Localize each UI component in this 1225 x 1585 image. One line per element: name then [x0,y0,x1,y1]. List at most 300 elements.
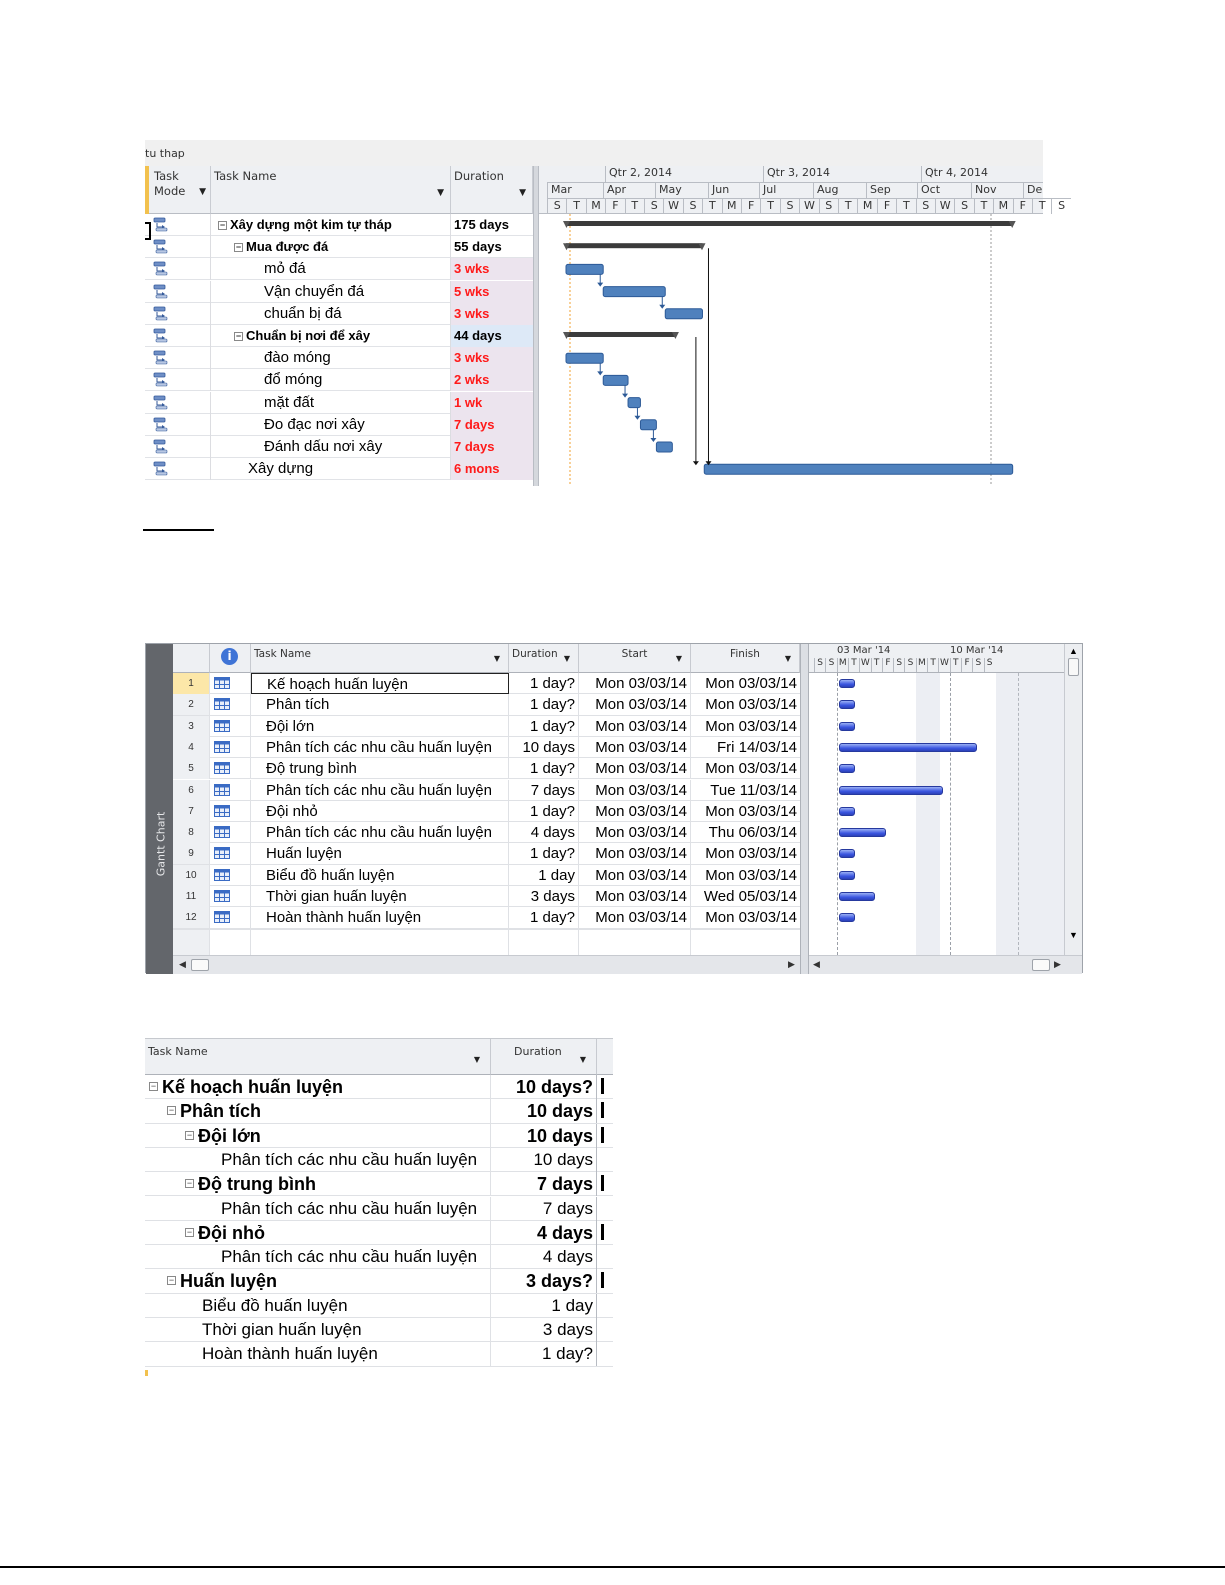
task-bar[interactable] [839,700,855,709]
finish-cell[interactable] [691,843,800,864]
day-label: T [1032,198,1051,214]
task-name-cell[interactable] [145,1342,491,1366]
task-row[interactable] [173,822,800,843]
scroll-right-icon[interactable]: ▶ [788,959,795,969]
task-name: chuẩn bị đá [264,304,342,322]
task-name-cell[interactable] [145,1075,491,1099]
day-label: M [993,198,1012,214]
task-name-cell[interactable] [145,1197,491,1221]
duration-value: 7 days [530,781,575,799]
collapse-icon[interactable]: − [186,1129,193,1140]
duration-value: 10 days [522,738,575,756]
duration-cell[interactable] [491,1318,597,1342]
task-row[interactable] [173,886,800,907]
summary-bar [566,221,1013,226]
month-label: Jul [759,182,813,198]
task-mode-cell[interactable] [145,325,211,347]
view-bar[interactable] [146,644,173,974]
column-header-next[interactable] [597,1039,613,1075]
task-bar[interactable] [839,871,855,880]
task-row[interactable] [145,414,538,436]
scroll-thumb[interactable] [1032,959,1050,971]
task-row[interactable] [145,325,538,347]
duration-value: 4 days [536,1222,593,1243]
horizontal-scrollbar-chart[interactable] [809,955,1082,974]
duration-cell[interactable] [509,694,579,715]
task-name-cell[interactable] [145,1294,491,1318]
task-name: Xây dựng một kim tự tháp [230,217,392,232]
task-name-cell[interactable] [211,325,451,347]
duration-cell[interactable] [451,236,538,258]
row-number[interactable]: 9 [173,843,210,864]
start-cell[interactable] [579,843,691,864]
page-bottom-rule [0,1566,1225,1568]
chevron-down-icon[interactable]: ▼ [519,188,526,198]
column-header-duration[interactable] [491,1039,597,1075]
row-selector[interactable] [145,222,151,240]
start-value: Mon 03/03/14 [595,675,687,692]
task-row[interactable] [145,281,538,303]
duration-cell[interactable] [509,780,579,801]
indicator-cell [210,694,251,715]
task-mode-cell[interactable] [145,414,211,436]
task-name-cell[interactable] [251,694,509,715]
task-name: Huấn luyện [180,1271,278,1292]
task-bar[interactable] [839,722,855,731]
task-name: Vận chuyển đá [264,282,365,300]
month-label: Oct [917,182,971,198]
task-name-cell[interactable] [251,822,509,843]
start-value: Mon 03/03/14 [595,909,687,927]
task-name-cell[interactable] [211,436,451,458]
task-name-cell[interactable] [251,780,509,801]
outline-row[interactable] [145,1148,613,1172]
finish-cell[interactable] [691,694,800,715]
task-name-cell[interactable] [145,1318,491,1342]
duration-cell[interactable] [509,758,579,779]
duration-cell[interactable] [491,1245,597,1269]
day-label: W [938,658,949,672]
vertical-scrollbar[interactable] [1064,644,1082,955]
task-name-cell[interactable] [211,369,451,391]
finish-cell[interactable] [691,801,800,822]
duration-value: 175 days [454,217,509,232]
task-name: Xây dựng [248,460,314,478]
duration-label: Duration [514,1045,562,1058]
finish-cell[interactable] [691,737,800,758]
finish-cell[interactable] [691,907,800,928]
duration-cell[interactable] [451,281,538,303]
chevron-down-icon[interactable]: ▼ [437,188,444,198]
dependency-arrow [622,394,628,398]
row-number[interactable]: 4 [173,737,210,758]
day-label: W [859,658,870,672]
duration-cell[interactable] [491,1124,597,1148]
finish-cell[interactable] [691,822,800,843]
task-bar[interactable] [839,807,855,816]
finish-cell[interactable] [691,865,800,886]
start-value: Mon 03/03/14 [595,802,687,820]
start-cell[interactable] [579,694,691,715]
task-row[interactable] [145,258,538,280]
scroll-up-icon[interactable]: ▲ [1069,646,1078,656]
outline-row[interactable] [145,1245,613,1269]
row-number[interactable]: 7 [173,801,210,822]
task-name-cell[interactable] [251,673,509,694]
finish-cell[interactable] [691,716,800,737]
task-row[interactable] [145,347,538,369]
task-name: mặt đất [264,393,315,411]
view-bar-label: Gantt Chart [154,811,168,877]
task-name-cell[interactable] [211,458,451,480]
finish-cell[interactable] [691,780,800,801]
start-cell[interactable] [579,716,691,737]
task-name-cell[interactable] [145,1172,491,1196]
task-name-cell[interactable] [251,758,509,779]
duration-cell[interactable] [509,673,579,694]
row-number[interactable]: 12 [173,907,210,928]
cropped-cell-edge [601,1175,604,1191]
task-name-cell[interactable] [145,1221,491,1245]
task-name: mỏ đá [264,260,306,278]
outline-row[interactable] [145,1099,613,1123]
task-mode-cell[interactable] [145,281,211,303]
collapse-icon[interactable]: − [219,220,226,230]
dependency-arrow [659,305,665,309]
column-header-duration[interactable] [451,166,533,214]
duration-cell[interactable] [451,325,538,347]
duration-value: 10 days? [515,1077,593,1097]
task-bar[interactable] [839,786,943,795]
task-row[interactable] [173,843,800,864]
task-mode-cell[interactable] [145,258,211,280]
start-value: Mon 03/03/14 [595,866,687,884]
outline-row[interactable] [145,1318,613,1342]
select-all-corner[interactable] [173,644,210,673]
duration-value: 7 days [454,416,495,432]
start-cell[interactable] [579,737,691,758]
task-name: Đo đạc nơi xây [264,415,365,433]
chevron-down-icon[interactable]: ▼ [493,654,500,663]
task-bar[interactable] [839,743,977,752]
task-name-cell[interactable] [251,865,509,886]
collapse-icon[interactable]: − [186,1226,193,1237]
task-bar[interactable] [839,764,855,773]
chevron-down-icon[interactable]: ▼ [473,1055,480,1064]
day-label: S [972,658,983,672]
task-name-cell[interactable] [145,1124,491,1148]
duration-cell[interactable] [509,843,579,864]
task-row[interactable] [145,436,538,458]
cropped-cell-edge [601,1272,604,1288]
collapse-icon[interactable]: − [186,1178,193,1189]
column-header-indicators[interactable] [210,644,251,673]
duration-cell[interactable] [451,414,538,436]
row-number[interactable]: 8 [173,822,210,843]
task-bar[interactable] [839,679,855,688]
task-mode-cell[interactable] [145,303,211,325]
chevron-down-icon[interactable]: ▼ [199,187,206,197]
task-row[interactable] [173,801,800,822]
duration-value: 1 day? [529,802,575,820]
cropped-cell-edge [601,1078,604,1094]
scroll-right-icon[interactable]: ▶ [1054,959,1061,969]
outline-row[interactable] [145,1269,613,1293]
task-row[interactable] [145,214,538,236]
task-name: Đội nhỏ [266,802,318,820]
collapse-icon[interactable]: − [235,331,242,341]
start-cell[interactable] [579,886,691,907]
finish-value: Mon 03/03/14 [705,866,797,884]
day-label: T [927,658,938,672]
column-header-duration[interactable] [509,644,579,673]
column-header-start[interactable] [579,644,691,673]
duration-cell[interactable] [491,1148,597,1172]
duration-cell[interactable] [451,347,538,369]
duration-value: 2 wks [454,372,490,388]
duration-cell[interactable] [509,822,579,843]
task-name-cell[interactable] [211,303,451,325]
chevron-down-icon[interactable]: ▼ [784,654,791,663]
horizontal-scrollbar-table[interactable] [173,955,800,974]
duration-cell[interactable] [509,865,579,886]
finish-value: Mon 03/03/14 [705,802,797,820]
task-name-cell[interactable] [145,1269,491,1293]
task-name: đào móng [264,349,331,367]
day-label: S [547,198,566,214]
outline-row[interactable] [145,1075,613,1099]
task-row[interactable] [145,392,538,414]
task-bar [628,398,640,408]
duration-cell[interactable] [491,1075,597,1099]
day-label: F [882,658,893,672]
indicator-cell [210,907,251,928]
task-bar[interactable] [839,849,855,858]
task-name-cell[interactable] [211,392,451,414]
task-bar [603,375,628,385]
start-cell[interactable] [579,865,691,886]
outline-row[interactable] [145,1342,613,1366]
column-header-task-name[interactable] [211,166,451,214]
start-cell[interactable] [579,758,691,779]
duration-label: Duration [512,648,558,660]
task-row[interactable] [145,236,538,258]
task-name: Thời gian huấn luyện [202,1320,362,1339]
scroll-left-icon[interactable]: ◀ [179,959,186,969]
task-name-cell[interactable] [211,281,451,303]
start-cell[interactable] [579,801,691,822]
duration-value: 3 days [542,1320,593,1339]
duration-value: 7 days [536,1174,593,1195]
quarter-label: Qtr 4, 2014 [921,166,1043,182]
chevron-down-icon[interactable]: ▼ [563,654,570,663]
task-name-cell[interactable] [145,1148,491,1172]
task-mode-label: Task Mode [154,169,186,198]
task-name-cell[interactable] [251,886,509,907]
duration-cell[interactable] [509,886,579,907]
column-header-finish[interactable] [691,644,800,673]
finish-value: Mon 03/03/14 [705,717,797,735]
task-mode-cell[interactable] [145,347,211,369]
day-label: S [904,658,915,672]
task-mode-cell[interactable] [145,236,211,258]
duration-cell[interactable] [451,436,538,458]
duration-cell[interactable] [451,369,538,391]
day-label: T [566,198,585,214]
task-row[interactable] [145,303,538,325]
task-name-cell[interactable] [251,801,509,822]
task-name-cell[interactable] [251,716,509,737]
day-label: S [683,198,702,214]
duration-cell[interactable] [451,214,538,236]
row-number[interactable]: 11 [173,886,210,907]
task-outline-table [145,1038,613,1375]
duration-value: 5 wks [454,283,490,299]
task-row[interactable] [145,458,538,480]
duration-cell[interactable] [491,1197,597,1221]
outline-row[interactable] [145,1294,613,1318]
task-name: Đội lớn [266,717,315,735]
start-value: Mon 03/03/14 [595,717,687,735]
duration-cell[interactable] [509,737,579,758]
task-name: Phân tích các nhu cầu huấn luyện [266,824,492,842]
duration-cell[interactable] [509,801,579,822]
task-name-cell[interactable] [211,236,451,258]
task-name-cell[interactable] [211,414,451,436]
indicator-cell [210,780,251,801]
task-name: Đội nhỏ [198,1222,265,1243]
finish-cell[interactable] [691,886,800,907]
column-header-task-name[interactable] [145,1039,491,1075]
chevron-down-icon[interactable]: ▼ [675,654,682,663]
task-row[interactable] [173,865,800,886]
finish-cell[interactable] [691,673,800,694]
duration-cell[interactable] [491,1221,597,1245]
task-name: Hoàn thành huấn luyện [266,909,422,927]
scroll-thumb[interactable] [191,959,209,971]
duration-cell[interactable] [451,458,538,480]
dependency-arrow [650,438,656,442]
gantt-chart-area [809,644,1064,955]
duration-cell[interactable] [491,1269,597,1293]
duration-value: 1 day? [529,675,575,692]
row-number[interactable]: 2 [173,694,210,715]
scroll-down-icon[interactable]: ▼ [1069,930,1078,940]
indicator-cell [210,716,251,737]
task-mode-cell[interactable] [145,436,211,458]
duration-value: 3 days? [525,1271,593,1292]
task-mode-cell[interactable] [145,214,211,236]
row-number[interactable]: 1 [173,673,210,694]
collapse-icon[interactable]: − [168,1275,175,1286]
row-number[interactable]: 3 [173,716,210,737]
duration-cell[interactable] [509,907,579,928]
task-name-cell[interactable] [251,907,509,928]
duration-cell[interactable] [451,392,538,414]
task-name-cell[interactable] [251,843,509,864]
finish-cell[interactable] [691,758,800,779]
duration-cell[interactable] [451,303,538,325]
column-header-task-mode[interactable] [145,166,211,214]
outline-row[interactable] [145,1197,613,1221]
task-row[interactable] [173,758,800,779]
collapse-icon[interactable]: − [150,1081,157,1091]
task-name-cell[interactable] [251,737,509,758]
task-mode-cell[interactable] [145,369,211,391]
column-header-task-name[interactable] [251,644,509,673]
indicator-cell [210,673,251,694]
task-row[interactable] [173,907,800,928]
outline-row[interactable] [145,1124,613,1148]
collapse-icon[interactable]: − [235,242,242,253]
task-row[interactable] [173,716,800,737]
task-name-cell[interactable] [211,258,451,280]
start-cell[interactable] [579,673,691,694]
row-number[interactable]: 5 [173,758,210,779]
duration-value: 55 days [454,239,502,255]
day-label: S [893,658,904,672]
start-cell[interactable] [579,822,691,843]
day-label: T [974,198,993,214]
collapse-icon[interactable]: − [168,1105,175,1116]
task-bar[interactable] [839,913,855,922]
task-name-cell[interactable] [211,347,451,369]
outline-row[interactable] [145,1221,613,1245]
scroll-thumb[interactable] [1068,658,1079,676]
task-name-cell[interactable] [145,1099,491,1123]
task-mode-cell[interactable] [145,392,211,414]
task-row[interactable] [173,737,800,758]
duration-value: 3 wks [454,261,490,277]
task-name-cell[interactable] [145,1245,491,1269]
duration-cell[interactable] [491,1172,597,1196]
row-number[interactable]: 10 [173,865,210,886]
duration-cell[interactable] [509,716,579,737]
day-label: M [857,198,876,214]
task-mode-cell[interactable] [145,458,211,480]
day-label: S [780,198,799,214]
duration-cell[interactable] [451,258,538,280]
start-cell[interactable] [579,907,691,928]
duration-value: 1 day? [529,696,575,714]
view-splitter[interactable] [800,644,809,974]
duration-cell[interactable] [491,1099,597,1123]
day-label: W [663,198,682,214]
duration-cell[interactable] [491,1342,597,1366]
outline-row[interactable] [145,1172,613,1196]
start-value: Mon 03/03/14 [595,781,687,799]
day-label: S [916,198,935,214]
task-row[interactable] [145,369,538,391]
duration-cell[interactable] [491,1294,597,1318]
task-row[interactable] [173,780,800,801]
task-name: Biểu đồ huấn luyện [266,866,395,884]
task-name: Hoàn thành huấn luyện [202,1344,378,1364]
task-name: Kế hoạch huấn luyện [267,676,408,693]
scroll-left-icon[interactable]: ◀ [813,959,820,969]
start-label: Start [621,648,648,660]
task-row[interactable] [173,694,800,715]
task-bar[interactable] [839,828,886,837]
start-cell[interactable] [579,780,691,801]
task-row[interactable] [173,673,800,694]
task-bar[interactable] [839,892,875,901]
task-name-cell[interactable] [211,214,451,236]
chevron-down-icon[interactable]: ▼ [579,1055,586,1064]
finish-value: Thu 06/03/14 [708,824,797,842]
row-number[interactable]: 6 [173,780,210,801]
day-label: S [819,198,838,214]
